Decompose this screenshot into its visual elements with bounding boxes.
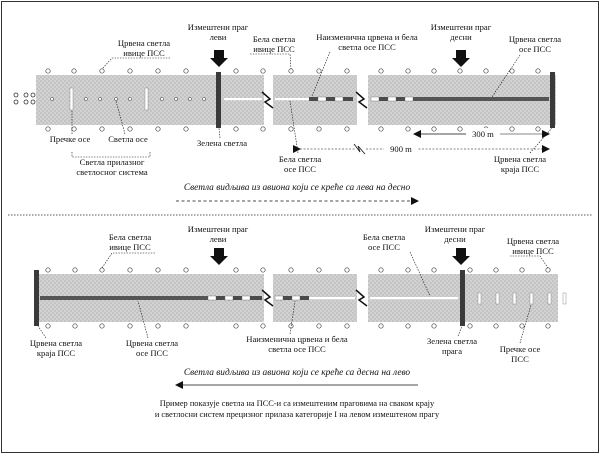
label-red-edge: Црвена светла ивице ПСС bbox=[506, 236, 560, 256]
edge-lights-top bbox=[46, 69, 540, 73]
caption-top: Светла видљива из авиона који се креће са лева на десно bbox=[183, 183, 411, 193]
break-mark bbox=[356, 92, 367, 108]
white-axis-line bbox=[224, 98, 262, 100]
label-red-edge: Црвена светла ивице ПСС bbox=[117, 38, 171, 58]
label-displaced-threshold-right: Измештени праг десни bbox=[424, 224, 486, 244]
runway-end-bar-left bbox=[34, 270, 39, 326]
alternating-axis bbox=[208, 296, 309, 300]
displaced-threshold-bar-left bbox=[216, 72, 221, 128]
runway-end-bar-right bbox=[550, 72, 555, 128]
leader-line bbox=[38, 326, 46, 338]
leader-line bbox=[510, 256, 548, 268]
label-crossbar: Пречке осе bbox=[49, 134, 91, 144]
edge-lights-bottom bbox=[46, 324, 550, 328]
white-axis-line bbox=[370, 297, 458, 299]
label-displaced-threshold-left: Измештени праг леви bbox=[187, 224, 249, 244]
label-displaced-threshold-right: Измештени праг десни bbox=[430, 22, 492, 42]
dimension-break bbox=[354, 144, 365, 154]
dimension-900: 900 m bbox=[390, 144, 412, 154]
leader-line bbox=[102, 253, 155, 268]
displaced-threshold-arrow-right bbox=[452, 50, 470, 67]
label-green-lights: Зелена светла bbox=[196, 138, 248, 148]
red-axis-line bbox=[40, 296, 208, 300]
leader-line bbox=[102, 58, 170, 69]
red-axis-line bbox=[413, 97, 549, 101]
label-alternating-axis: Наизменична црвена и бела светла осе ПСС bbox=[246, 334, 348, 354]
white-axis-line bbox=[309, 297, 355, 299]
displaced-threshold-arrow-left bbox=[210, 50, 228, 67]
approach-lights bbox=[14, 93, 35, 104]
displaced-threshold-bar-right bbox=[460, 270, 465, 326]
leader-line bbox=[219, 128, 220, 138]
label-crossbar: Пречке осе ПСС bbox=[499, 344, 541, 364]
label-red-end: Црвена светла краја ПСС bbox=[29, 338, 83, 358]
label-red-axis: Црвена светла осе ПСС bbox=[125, 338, 179, 358]
bottom-panel bbox=[30, 224, 566, 385]
label-red-axis: Црвена светла осе ПСС bbox=[508, 34, 562, 54]
footnote: Пример показује светла на ПСС-и са измештеним праговима на сваком крају и светлосни систем прецизног прилаза категорије I на левом измештеном прагу bbox=[154, 399, 440, 419]
label-red-end: Црвена светла краја ПСС bbox=[493, 154, 547, 174]
label-white-edge: Бела светла ивице ПСС bbox=[252, 34, 296, 54]
crossbar bbox=[70, 88, 73, 110]
caption-bottom: Светла видљива из авиона који се креће са десна на лево bbox=[183, 368, 411, 378]
label-white-edge: Бела светла ивице ПСС bbox=[108, 232, 152, 252]
edge-lights-top bbox=[46, 268, 550, 272]
label-axis-lights: Светла осе bbox=[108, 134, 148, 144]
top-panel bbox=[14, 22, 561, 201]
leader-line bbox=[458, 326, 462, 336]
dimension-300: 300 m bbox=[472, 129, 494, 139]
label-approach-system: Светла прилазног светлосног система bbox=[76, 157, 148, 177]
break-mark bbox=[356, 290, 367, 306]
white-axis-line bbox=[275, 98, 309, 100]
crossbar bbox=[145, 88, 148, 110]
label-green-threshold: Зелена светла прага bbox=[426, 336, 478, 356]
displaced-threshold-arrow-right bbox=[452, 248, 470, 265]
label-white-axis: Бела светла осе ПСС bbox=[278, 154, 322, 174]
label-white-axis: Бела светла осе ПСС bbox=[362, 232, 406, 252]
displaced-threshold-arrow-left bbox=[210, 248, 228, 265]
leader-line bbox=[250, 54, 291, 69]
label-alternating-axis: Наизменична црвена и бела светла осе ПСС bbox=[316, 32, 418, 52]
label-displaced-threshold-left: Измештени праг леви bbox=[187, 22, 249, 42]
